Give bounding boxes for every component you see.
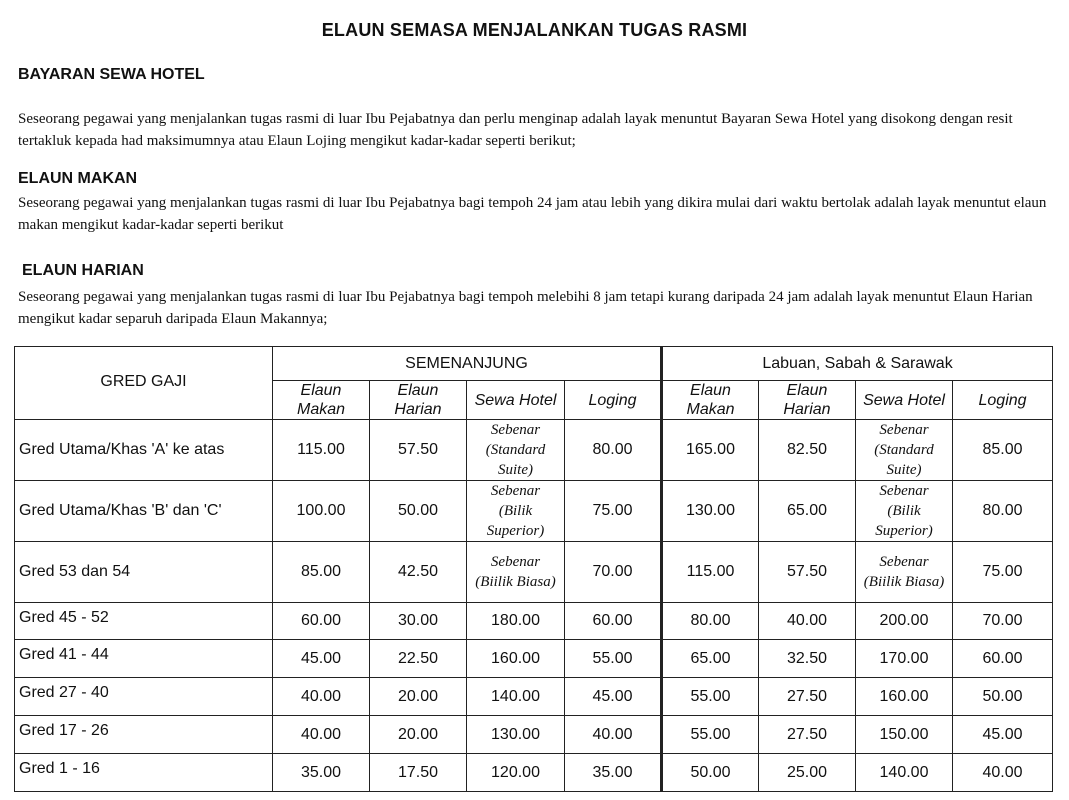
table-row (15, 640, 1053, 678)
hotel-line: Suite) (498, 462, 533, 478)
lss-harian-cell: 27.50 (759, 716, 856, 754)
lss-makan-cell: 55.00 (662, 678, 759, 716)
hotel-line: Sebenar (879, 422, 929, 438)
section-text-elaun-harian: Seseorang pegawai yang menjalankan tugas rasmi di luar Ibu Pejabatnya bagi tempoh melebihi 8 jam tetapi kurang daripada 24 jam adalah layak menuntut Elaun Harian mengikut kadar separuh daripada Elaun Makannya; (18, 289, 1033, 327)
hotel-line: Sebenar (490, 483, 541, 499)
grade-cell: Gred 27 - 40 (15, 678, 273, 716)
grade-cell: Gred 41 - 44 (15, 640, 273, 678)
table-row (15, 754, 1053, 792)
sem-loging-cell: 70.00 (565, 542, 662, 603)
hotel-line: (Standard (485, 442, 546, 458)
sem-makan-cell: 115.00 (273, 420, 370, 481)
lss-makan-cell: 55.00 (662, 716, 759, 754)
lss-hotel-cell: 150.00 (856, 716, 953, 754)
sem-hotel-cell (467, 481, 565, 542)
lss-loging-cell: 40.00 (953, 754, 1053, 792)
sem-harian-cell: 57.50 (370, 420, 467, 481)
sem-harian-header: Elaun Harian (370, 381, 467, 420)
section-text-sewa-hotel: Seseorang pegawai yang menjalankan tugas rasmi di luar Ibu Pejabatnya dan perlu menginap adalah layak menuntut Bayaran Sewa Hotel yang disokong dengan resit tertakluk kepada had maksimumnya atau Elaun Lojing mengikut kadar-kadar seperti berikut; (18, 111, 1013, 149)
sem-harian-cell: 30.00 (370, 603, 467, 640)
table-row (15, 678, 1053, 716)
lss-hotel-cell: 140.00 (856, 754, 953, 792)
sem-makan-cell: 35.00 (273, 754, 370, 792)
hotel-line: Sebenar (490, 422, 541, 438)
lss-makan-cell: 65.00 (662, 640, 759, 678)
hotel-line: Superior) (875, 523, 933, 539)
sem-hotel-cell (467, 542, 565, 603)
hotel-line: Superior) (486, 523, 545, 539)
section-heading-sewa-hotel: BAYARAN SEWA HOTEL (18, 66, 205, 83)
grade-cell: Gred 1 - 16 (15, 754, 273, 792)
sem-loging-cell: 45.00 (565, 678, 662, 716)
sem-hotel-header: Sewa Hotel (467, 381, 565, 420)
lss-loging-cell: 85.00 (953, 420, 1053, 481)
lss-loging-cell: 75.00 (953, 542, 1053, 603)
lss-loging-cell: 45.00 (953, 716, 1053, 754)
sem-harian-cell: 20.00 (370, 678, 467, 716)
sem-harian-cell: 50.00 (370, 481, 467, 542)
table-row (15, 716, 1053, 754)
sem-loging-header: Loging (565, 381, 662, 420)
lss-makan-cell: 80.00 (662, 603, 759, 640)
region-header-labuan-sabah-sarawak: Labuan, Sabah & Sarawak (662, 347, 1053, 381)
hotel-line: (Biilik Biasa) (863, 574, 945, 590)
sem-makan-cell: 45.00 (273, 640, 370, 678)
sem-hotel-cell: 180.00 (467, 603, 565, 640)
hotel-line: Sebenar (879, 483, 929, 499)
lss-hotel-cell: 160.00 (856, 678, 953, 716)
lss-loging-cell: 50.00 (953, 678, 1053, 716)
section-text-elaun-makan: Seseorang pegawai yang menjalankan tugas rasmi di luar Ibu Pejabatnya bagi tempoh 24 jam atau lebih yang dikira mulai dari waktu bertolak adalah layak menuntut elaun makan mengikut kadar-kadar seperti berikut (18, 195, 1047, 233)
lss-harian-cell: 40.00 (759, 603, 856, 640)
grade-cell: Gred Utama/Khas 'A' ke atas (15, 420, 273, 481)
sem-hotel-cell: 130.00 (467, 716, 565, 754)
table-row (15, 603, 1053, 640)
sem-makan-header: Elaun Makan (273, 381, 370, 420)
grade-cell: Gred Utama/Khas 'B' dan 'C' (15, 481, 273, 542)
lss-makan-cell: 130.00 (662, 481, 759, 542)
table-row (15, 481, 1053, 542)
lss-loging-cell: 80.00 (953, 481, 1053, 542)
lss-loging-cell: 70.00 (953, 603, 1053, 640)
lss-makan-header: Elaun Makan (662, 381, 759, 420)
lss-harian-cell: 65.00 (759, 481, 856, 542)
hotel-line: (Bilik (498, 503, 533, 519)
hotel-line: (Biilik Biasa) (475, 574, 556, 590)
lss-hotel-cell (856, 542, 953, 603)
lss-hotel-header: Sewa Hotel (856, 381, 953, 420)
lss-harian-cell: 82.50 (759, 420, 856, 481)
hotel-line: Sebenar (879, 554, 929, 570)
sem-hotel-cell (467, 420, 565, 481)
sem-makan-cell: 40.00 (273, 678, 370, 716)
lss-harian-header: Elaun Harian (759, 381, 856, 420)
hotel-line: (Bilik (887, 503, 921, 519)
lss-harian-cell: 32.50 (759, 640, 856, 678)
section-heading-elaun-harian: ELAUN HARIAN (22, 262, 144, 279)
lss-hotel-cell: 200.00 (856, 603, 953, 640)
table-row (15, 542, 1053, 603)
lss-harian-cell: 27.50 (759, 678, 856, 716)
sem-harian-cell: 22.50 (370, 640, 467, 678)
lss-harian-cell: 25.00 (759, 754, 856, 792)
grade-header: GRED GAJI (15, 347, 273, 420)
sem-loging-cell: 75.00 (565, 481, 662, 542)
sem-harian-cell: 42.50 (370, 542, 467, 603)
grade-cell: Gred 45 - 52 (15, 603, 273, 640)
hotel-line: Sebenar (490, 554, 541, 570)
lss-hotel-cell (856, 420, 953, 481)
sem-loging-cell: 35.00 (565, 754, 662, 792)
sem-loging-cell: 60.00 (565, 603, 662, 640)
sem-harian-cell: 17.50 (370, 754, 467, 792)
lss-hotel-cell (856, 481, 953, 542)
sem-hotel-cell: 160.00 (467, 640, 565, 678)
sem-loging-cell: 40.00 (565, 716, 662, 754)
grade-cell: Gred 53 dan 54 (15, 542, 273, 603)
sem-makan-cell: 100.00 (273, 481, 370, 542)
lss-loging-header: Loging (953, 381, 1053, 420)
sem-harian-cell: 20.00 (370, 716, 467, 754)
region-header-semenanjung: SEMENANJUNG (273, 347, 662, 381)
hotel-line: Suite) (886, 462, 922, 478)
lss-makan-cell: 50.00 (662, 754, 759, 792)
section-heading-elaun-makan: ELAUN MAKAN (18, 170, 138, 187)
sem-hotel-cell: 120.00 (467, 754, 565, 792)
sem-loging-cell: 55.00 (565, 640, 662, 678)
allowance-table (14, 346, 1053, 792)
lss-makan-cell: 115.00 (662, 542, 759, 603)
table-row (15, 420, 1053, 481)
lss-loging-cell: 60.00 (953, 640, 1053, 678)
sem-makan-cell: 85.00 (273, 542, 370, 603)
lss-harian-cell: 57.50 (759, 542, 856, 603)
sem-hotel-cell: 140.00 (467, 678, 565, 716)
document-title: ELAUN SEMASA MENJALANKAN TUGAS RASMI (321, 20, 748, 40)
sem-makan-cell: 40.00 (273, 716, 370, 754)
hotel-line: (Standard (874, 442, 934, 458)
lss-makan-cell: 165.00 (662, 420, 759, 481)
lss-hotel-cell: 170.00 (856, 640, 953, 678)
grade-cell: Gred 17 - 26 (15, 716, 273, 754)
sem-makan-cell: 60.00 (273, 603, 370, 640)
sem-loging-cell: 80.00 (565, 420, 662, 481)
